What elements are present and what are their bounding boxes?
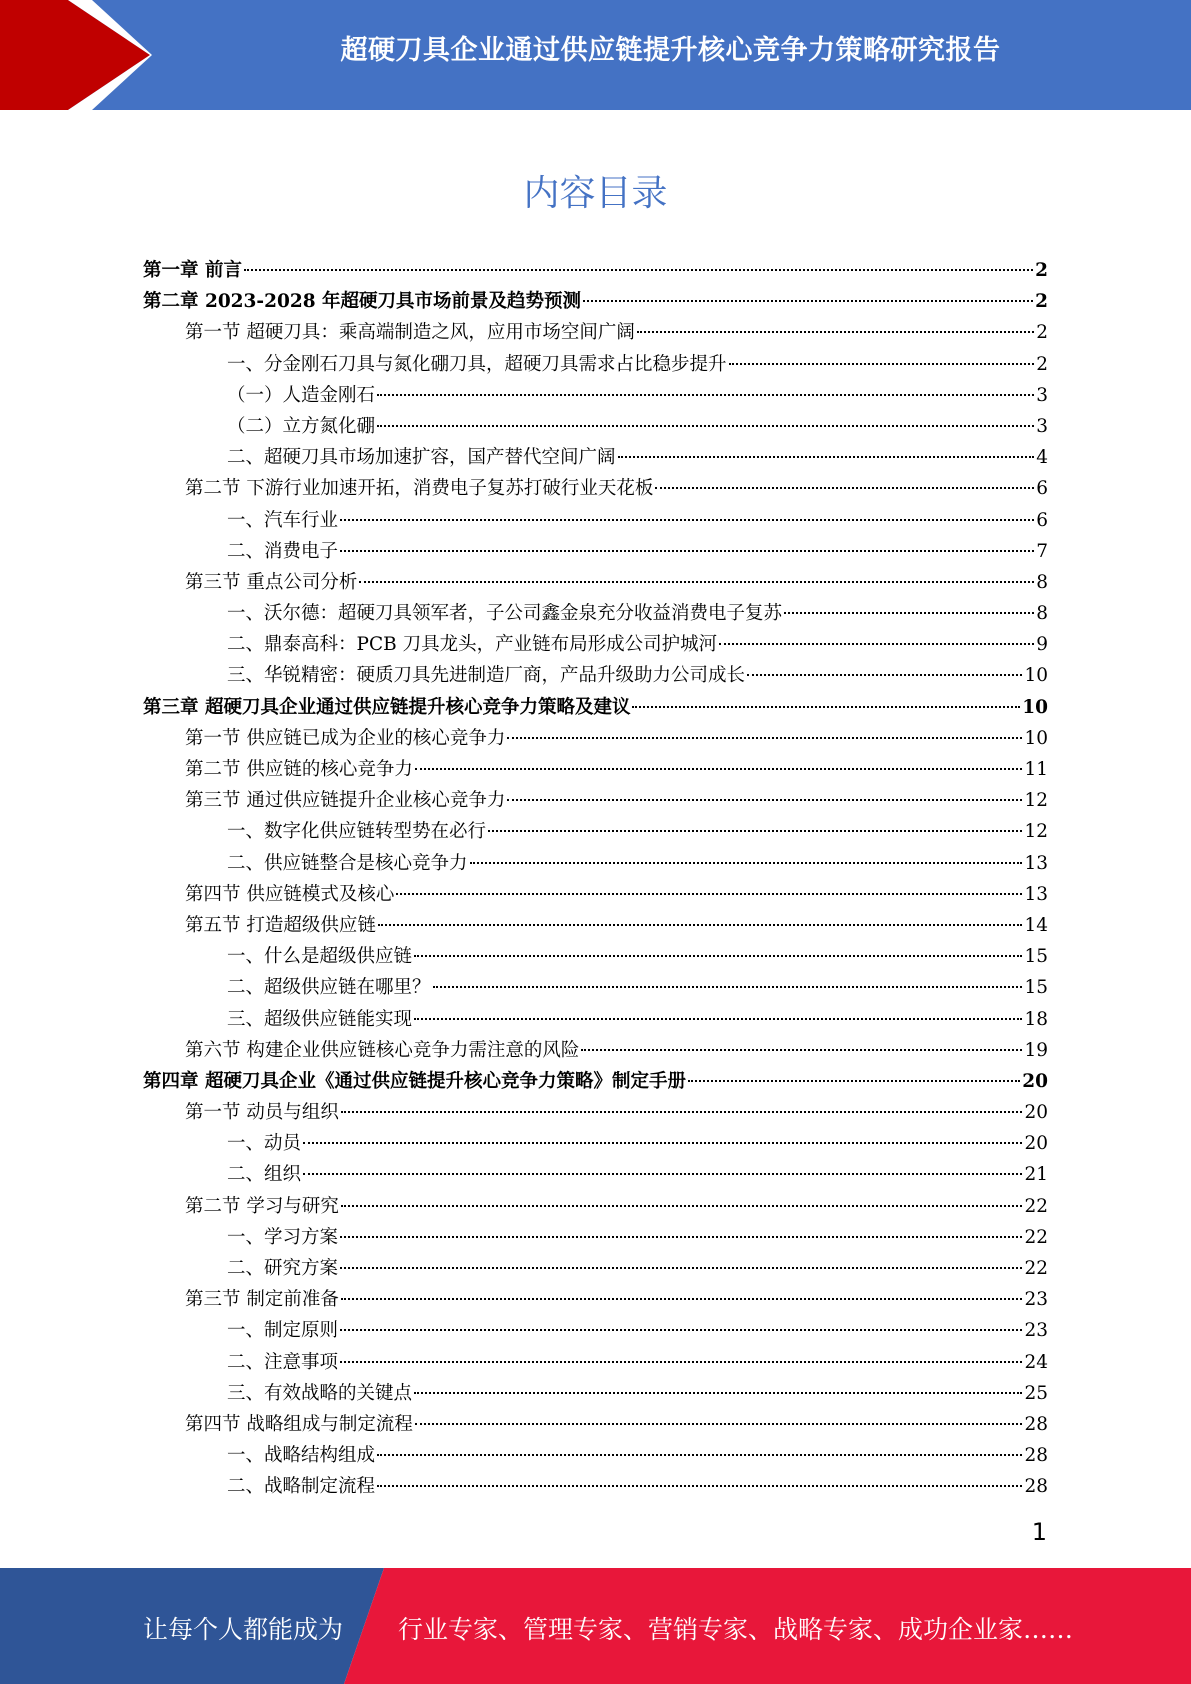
toc-entry[interactable] (143, 1315, 1048, 1346)
toc-entry-page: 20 (1022, 1070, 1048, 1092)
toc-entry-page: 10 (1022, 696, 1048, 718)
toc-dot-leader (688, 1080, 1020, 1082)
toc-entry-title: 第五节 打造超级供应链 (185, 914, 376, 936)
footer-slogan-right: 行业专家、管理专家、营销专家、战略专家、成功企业家…… (398, 1615, 1074, 1644)
toc-dot-leader (637, 331, 1034, 333)
toc-entry-page: 6 (1036, 509, 1048, 531)
toc-entry[interactable] (143, 848, 1048, 879)
toc-entry-page: 9 (1036, 634, 1048, 656)
toc-entry-title: 第二节 学习与研究 (185, 1195, 339, 1217)
toc-dot-leader (414, 1392, 1022, 1394)
toc-entry[interactable] (143, 1191, 1048, 1222)
toc-entry-page: 12 (1024, 821, 1048, 843)
toc-entry[interactable] (143, 286, 1048, 317)
toc-dot-leader (784, 612, 1034, 614)
toc-entry-title: 二、研究方案 (227, 1258, 339, 1279)
toc-entry-title: 三、华锐精密：硬质刀具先进制造厂商，产品升级助力公司成长 (227, 665, 746, 687)
toc-entry[interactable] (143, 941, 1048, 972)
toc-entry[interactable] (143, 1222, 1048, 1253)
toc-dot-leader (618, 456, 1035, 458)
toc-dot-leader (340, 1267, 1022, 1269)
toc-entry[interactable] (143, 1066, 1048, 1097)
toc-entry-title: （一）人造金刚石 (227, 384, 376, 406)
toc-entry[interactable] (143, 723, 1048, 754)
toc-entry[interactable] (143, 879, 1048, 910)
toc-entry-page: 3 (1036, 415, 1048, 437)
toc-entry-page: 20 (1024, 1102, 1048, 1124)
toc-dot-leader (341, 1111, 1023, 1113)
toc-dot-leader (244, 269, 1033, 271)
toc-entry-title: 第四节 供应链模式及核心 (185, 883, 395, 905)
toc-entry-title: 一、学习方案 (227, 1226, 339, 1248)
toc-entry-title: 第四章 超硬刀具企业《通过供应链提升核心竞争力策略》制定手册 (143, 1070, 686, 1092)
toc-entry-page: 2 (1035, 260, 1048, 281)
toc-dot-leader (377, 394, 1034, 396)
toc-entry-page: 24 (1024, 1351, 1048, 1373)
toc-entry-page: 11 (1024, 759, 1048, 780)
toc-entry-title: 一、沃尔德：超硬刀具领军者，子公司鑫金泉充分收益消费电子复苏 (227, 603, 783, 625)
toc-entry-title: 一、汽车行业 (227, 509, 339, 531)
toc-entry-page: 22 (1024, 1258, 1048, 1279)
toc-entry-title: 二、供应链整合是核心竞争力 (227, 852, 468, 874)
toc-entry-page: 22 (1024, 1226, 1048, 1248)
toc-entry[interactable] (143, 598, 1048, 629)
toc-entry-title: 第三节 重点公司分析 (185, 571, 358, 593)
toc-dot-leader (414, 1018, 1022, 1020)
toc-entry-title: 一、分金刚石刀具与氮化硼刀具，超硬刀具需求占比稳步提升 (227, 353, 727, 375)
toc-entry-page: 3 (1036, 384, 1048, 406)
toc-entry[interactable] (143, 1128, 1048, 1159)
toc-entry[interactable] (143, 692, 1048, 723)
toc-entry-title: 二、鼎泰高科：PCB 刀具龙头，产业链布局形成公司护城河 (227, 634, 718, 656)
page-footer (0, 1568, 1191, 1684)
toc-entry[interactable] (143, 317, 1048, 348)
toc-entry-title: 第一节 超硬刀具：乘高端制造之风，应用市场空间广阔 (185, 322, 635, 344)
toc-entry-title: 第三节 制定前准备 (185, 1289, 339, 1311)
toc-entry[interactable] (143, 660, 1048, 691)
toc-entry-page: 10 (1024, 727, 1048, 749)
footer-slogan-left: 让每个人都能成为 (143, 1615, 344, 1644)
toc-entry-page: 15 (1024, 946, 1048, 968)
toc-entry[interactable] (143, 442, 1048, 473)
toc-entry-page: 28 (1024, 1413, 1048, 1435)
toc-dot-leader (415, 1423, 1023, 1425)
toc-entry-title: （二）立方氮化硼 (227, 415, 376, 437)
toc-entry-page: 7 (1036, 540, 1048, 562)
toc-dot-leader (581, 1049, 1022, 1051)
toc-dot-leader (507, 737, 1022, 739)
toc-entry-title: 一、动员 (227, 1133, 302, 1155)
toc-entry[interactable] (143, 380, 1048, 411)
toc-entry-page: 14 (1024, 914, 1048, 936)
toc-entry-page: 13 (1024, 852, 1048, 874)
toc-entry-page: 4 (1036, 447, 1048, 469)
toc-dot-leader (378, 924, 1023, 926)
toc-entry-page: 21 (1024, 1164, 1048, 1186)
toc-entry-title: 一、战略结构组成 (227, 1445, 376, 1467)
toc-entry-title: 第二节 下游行业加速开拓，消费电子复苏打破行业天花板 (185, 478, 654, 500)
toc-dot-leader (341, 1205, 1023, 1207)
toc-entry[interactable] (143, 1035, 1048, 1066)
toc-entry-title: 第四节 战略组成与制定流程 (185, 1413, 413, 1435)
toc-entry[interactable] (143, 910, 1048, 941)
toc-entry-title: 二、组织 (227, 1164, 302, 1186)
toc-entry-page: 20 (1024, 1133, 1048, 1155)
toc-dot-leader (415, 768, 1023, 770)
toc-entry-page: 6 (1036, 478, 1048, 500)
toc-entry[interactable] (143, 349, 1048, 380)
toc-dot-leader (396, 893, 1022, 895)
toc-dot-leader (747, 674, 1022, 676)
toc-entry-title: 三、有效战略的关键点 (227, 1382, 413, 1404)
toc-entry[interactable] (143, 1378, 1048, 1409)
toc-entry-title: 第三章 超硬刀具企业通过供应链提升核心竞争力策略及建议 (143, 696, 631, 718)
toc-dot-leader (377, 1454, 1022, 1456)
toc-entry-title: 第一节 动员与组织 (185, 1102, 339, 1124)
toc-entry[interactable] (143, 1440, 1048, 1471)
table-of-contents (143, 255, 1048, 1503)
toc-entry[interactable] (143, 255, 1048, 286)
toc-entry[interactable] (143, 972, 1048, 1003)
toc-entry-title: 第三节 通过供应链提升企业核心竞争力 (185, 790, 506, 812)
toc-entry[interactable] (143, 411, 1048, 442)
toc-entry-title: 三、超级供应链能实现 (227, 1008, 413, 1030)
toc-entry-page: 13 (1024, 883, 1048, 905)
toc-dot-leader (433, 986, 1023, 988)
toc-entry-title: 二、消费电子 (227, 540, 339, 562)
toc-entry-page: 12 (1024, 790, 1048, 812)
toc-entry-page: 2 (1035, 291, 1048, 313)
toc-entry[interactable] (143, 1253, 1048, 1284)
toc-entry-title: 第二节 供应链的核心竞争力 (185, 759, 413, 780)
toc-dot-leader (340, 1329, 1022, 1331)
toc-entry-page: 10 (1024, 665, 1048, 687)
toc-entry-page: 19 (1024, 1039, 1048, 1061)
toc-dot-leader (632, 706, 1020, 708)
toc-entry[interactable] (143, 1471, 1048, 1502)
toc-entry-title: 二、战略制定流程 (227, 1476, 376, 1498)
report-title: 超硬刀具企业通过供应链提升核心竞争力策略研究报告 (340, 35, 1001, 66)
toc-dot-leader (414, 955, 1022, 957)
page-number: 1 (1031, 1518, 1047, 1546)
toc-entry[interactable] (143, 536, 1048, 567)
toc-dot-leader (341, 1298, 1023, 1300)
toc-entry-title: 一、制定原则 (227, 1320, 339, 1342)
toc-dot-leader (655, 487, 1034, 489)
toc-entry-title: 二、超级供应链在哪里？ (227, 977, 431, 999)
toc-dot-leader (377, 425, 1034, 427)
toc-entry-page: 22 (1024, 1195, 1048, 1217)
toc-entry[interactable] (143, 1284, 1048, 1315)
toc-dot-leader (303, 1173, 1022, 1175)
toc-entry[interactable] (143, 1347, 1048, 1378)
toc-entry-page: 28 (1024, 1445, 1048, 1467)
toc-entry-page: 2 (1036, 353, 1048, 375)
toc-entry-page: 28 (1024, 1476, 1048, 1498)
toc-dot-leader (340, 1236, 1022, 1238)
toc-dot-leader (340, 1361, 1022, 1363)
toc-entry-title: 第六节 构建企业供应链核心竞争力需注意的风险 (185, 1039, 580, 1061)
toc-entry-page: 8 (1036, 571, 1048, 593)
toc-entry-title: 二、注意事项 (227, 1351, 339, 1373)
toc-entry[interactable] (143, 816, 1048, 847)
toc-dot-leader (507, 799, 1022, 801)
toc-entry-page: 2 (1036, 322, 1048, 344)
toc-entry[interactable] (143, 1097, 1048, 1128)
toc-entry[interactable] (143, 754, 1048, 785)
toc-entry-title: 二、超硬刀具市场加速扩容，国产替代空间广阔 (227, 447, 616, 469)
toc-entry[interactable] (143, 473, 1048, 504)
toc-entry-title: 第二章 2023-2028 年超硬刀具市场前景及趋势预测 (143, 291, 582, 313)
toc-heading: 内容目录 (523, 173, 668, 214)
toc-entry-page: 18 (1024, 1008, 1048, 1030)
toc-entry-page: 8 (1036, 603, 1048, 625)
toc-entry[interactable] (143, 1409, 1048, 1440)
toc-entry[interactable] (143, 567, 1048, 598)
toc-entry-title: 第一节 供应链已成为企业的核心竞争力 (185, 727, 506, 749)
toc-entry-title: 一、什么是超级供应链 (227, 946, 413, 968)
toc-entry-page: 25 (1024, 1382, 1048, 1404)
toc-entry[interactable] (143, 1159, 1048, 1190)
toc-dot-leader (359, 581, 1034, 583)
toc-dot-leader (377, 1485, 1022, 1487)
toc-entry[interactable] (143, 629, 1048, 660)
toc-entry-title: 第一章 前言 (143, 260, 242, 281)
toc-dot-leader (729, 363, 1035, 365)
toc-dot-leader (719, 643, 1034, 645)
toc-entry[interactable] (143, 1004, 1048, 1035)
toc-dot-leader (470, 862, 1023, 864)
toc-dot-leader (583, 300, 1033, 302)
toc-entry-page: 23 (1024, 1289, 1048, 1311)
toc-dot-leader (488, 830, 1022, 832)
toc-entry[interactable] (143, 505, 1048, 536)
toc-entry-page: 15 (1024, 977, 1048, 999)
toc-dot-leader (303, 1142, 1022, 1144)
toc-entry-page: 23 (1024, 1320, 1048, 1342)
toc-entry[interactable] (143, 785, 1048, 816)
page-header (0, 0, 1191, 110)
toc-entry-title: 一、数字化供应链转型势在必行 (227, 821, 487, 843)
toc-dot-leader (340, 550, 1034, 552)
toc-dot-leader (340, 519, 1034, 521)
